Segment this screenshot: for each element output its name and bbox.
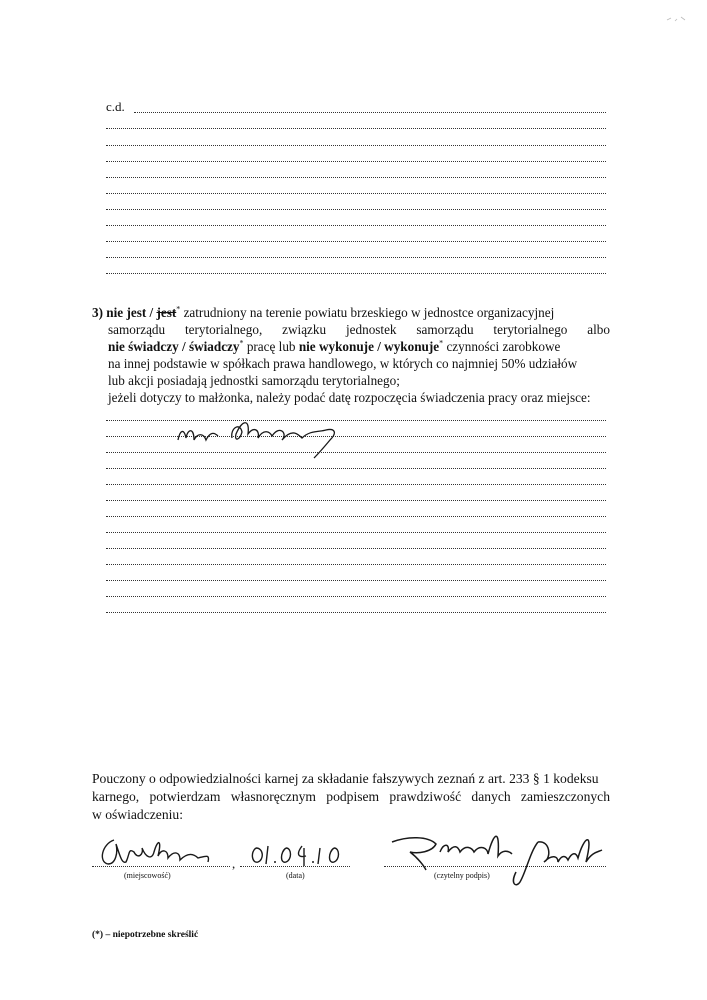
- scan-noise-mark: [665, 14, 689, 24]
- dotted-line: [106, 548, 606, 549]
- section-3-text: 3) nie jest / jest* zatrudniony na terenie powiatu brzeskiego w jednostce organizacyjnej samorządu terytorialnego, związku jednostek samorządu terytorialnego albo nie świadczy / świadczy* pracę lub nie wykonuje / wykonuje* czynności zarobkowe na innej podstawie w spółkach prawa handlowego, w których co najmniej 50% udziałów lub akcji posiadają jednostki samorządu terytorialnego; jeżeli dotyczy to małżonka, należy podać datę rozpoczęcia świadczenia pracy oraz miejsce:: [92, 304, 610, 405]
- option-wykonuje: nie wykonuje / wykonuje: [298, 339, 440, 354]
- option-swiadczy: nie świadczy / świadczy: [108, 339, 240, 354]
- option-jest-struck: jest: [156, 305, 177, 320]
- date-caption: (data): [286, 871, 305, 880]
- dotted-line: [106, 468, 606, 469]
- dotted-line: [106, 209, 606, 210]
- dotted-line: [106, 500, 606, 501]
- signature-caption: (czytelny podpis): [434, 871, 490, 880]
- dotted-line: [106, 612, 606, 613]
- place-caption: (miejscowość): [124, 871, 171, 880]
- handwritten-signature: [388, 822, 608, 892]
- handwritten-date: [250, 838, 350, 870]
- item-number: 3): [92, 305, 103, 320]
- dotted-line: [106, 241, 606, 242]
- dotted-line: [106, 177, 606, 178]
- dotted-line: [106, 128, 606, 129]
- dotted-line: [106, 145, 606, 146]
- dotted-line: [106, 273, 606, 274]
- dotted-line: [106, 580, 606, 581]
- declaration-text: Pouczony o odpowiedzialności karnej za składanie fałszywych zeznań z art. 233 § 1 kodeksu karnego, potwierdzam własnoręcznym podpisem prawdziwość danych zamieszczonych w oświadczeniu:: [92, 771, 610, 822]
- dotted-line: [106, 532, 606, 533]
- continuation-label: c.d.: [106, 99, 125, 114]
- dotted-line: [134, 112, 606, 113]
- dotted-line: [106, 193, 606, 194]
- footnote: (*) – niepotrzebne skreślić: [92, 930, 199, 940]
- dotted-line: [106, 564, 606, 565]
- dotted-line: [106, 257, 606, 258]
- option-nie-jest: nie jest: [106, 305, 147, 320]
- dotted-line: [106, 516, 606, 517]
- dotted-line: [106, 225, 606, 226]
- dotted-line: [106, 596, 606, 597]
- handwritten-answer-scribble: [170, 410, 370, 460]
- dotted-line: [106, 161, 606, 162]
- handwritten-place: [96, 834, 226, 870]
- dotted-line: [106, 484, 606, 485]
- place-date-separator: ,: [232, 856, 236, 871]
